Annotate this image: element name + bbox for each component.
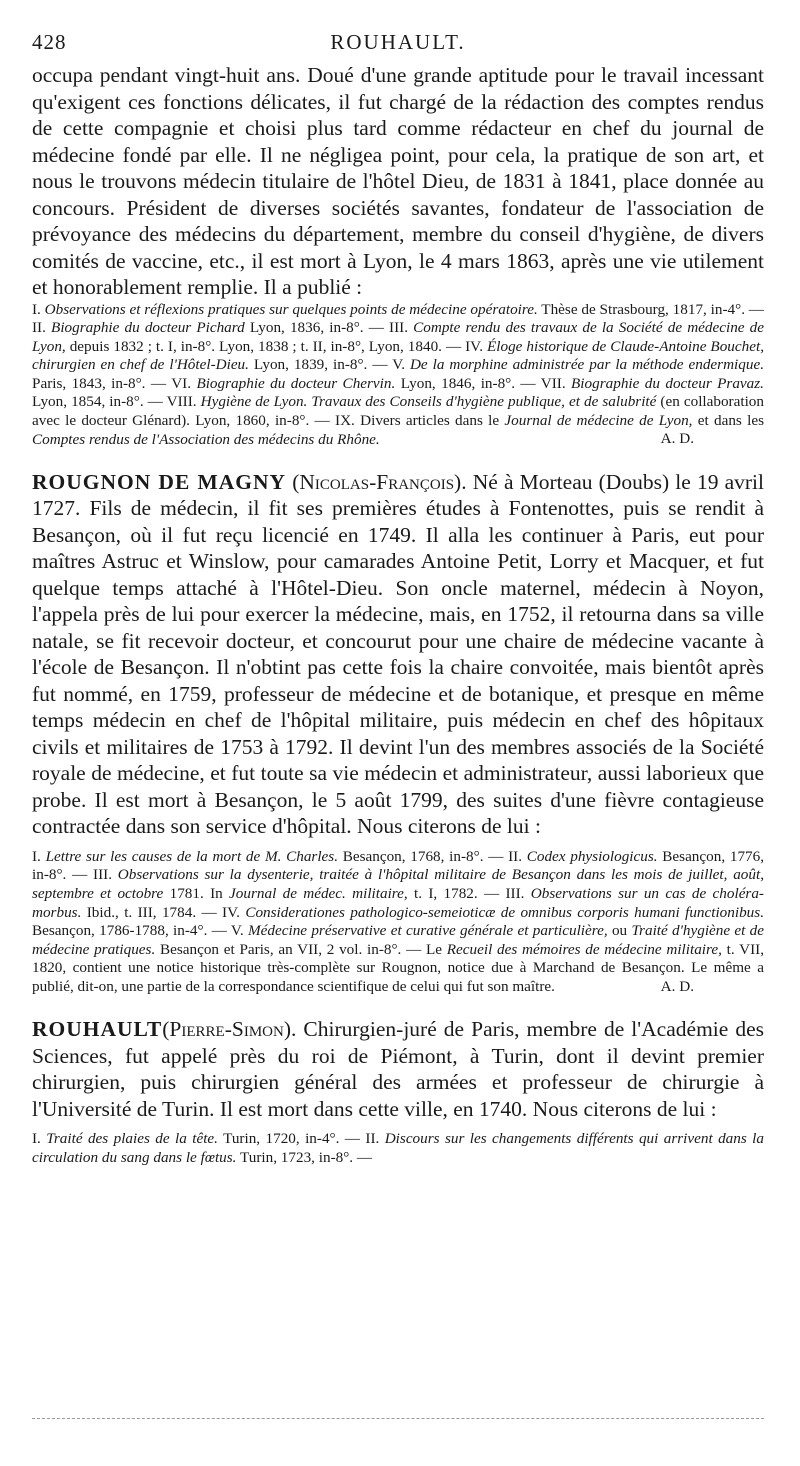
- signature: A. D.: [660, 430, 694, 448]
- title-segment: Biographie du docteur Pravaz.: [571, 374, 764, 392]
- text-segment: t. VII, 1820, contient une notice historique très-complète sur Rougnon, notice due à Marchand de Besançon. Le même a publié, dit-on, une partie de la correspondance scientifique de celui qui fut son maître.: [32, 940, 765, 995]
- text-segment: depuis 1832 ; t. I, in-8°. Lyon, 1838 ; t. II, in-8°, Lyon, 1840. — IV.: [65, 337, 487, 355]
- entry-forename: (Nicolas-François).: [292, 469, 467, 494]
- title-segment: Journal de médecine de Lyon,: [504, 412, 693, 430]
- page-number: 428: [32, 30, 67, 54]
- title-segment: Biographie du docteur Pichard: [51, 319, 245, 337]
- text-segment: Thèse de Strasbourg, 1817, in-4°. — II.: [32, 300, 764, 337]
- page-header: [32, 30, 764, 60]
- title-segment: Recueil des mémoires de médecine militaire,: [446, 940, 722, 958]
- title-segment: Hygiène de Lyon. Travaux des Conseils d'hygiène publique, et de salubrité: [200, 393, 657, 411]
- text-segment: ou: [607, 922, 632, 940]
- text-segment: Besançon, 1786-1788, in-4°. — V.: [32, 922, 249, 940]
- bibliography-3: [32, 1130, 764, 1167]
- text-segment: Besançon et Paris, an VII, 2 vol. in-8°. — Le: [155, 940, 447, 958]
- text-segment: Lyon, 1839, in-8°. — V.: [248, 356, 410, 374]
- text-segment: (en collaboration avec le docteur Glénard). Lyon, 1860, in-8°. — IX. Divers articles dans le: [32, 393, 764, 430]
- entry-rouhault: [32, 1016, 764, 1122]
- entry-continued-text: occupa pendant vingt-huit ans. Doué d'une grande aptitude pour le travail incessant qu'exigent ces fonctions délicates, il fut chargé de la rédaction des comptes rendus de cette compagnie et choisi plus tard comme rédacteur en chef du journal de médecine fondé par elle. Il ne négligea point, pour cela, la pratique de son art, et nous le trouvons médecin titulaire de l'hôtel Dieu, de 1831 à 1841, place donnée au concours. Président de diverses sociétés savantes, fondateur de l'association de prévoyance des médecins du département, membre du conseil d'hygiène, de divers comités de vaccine, etc., il est mort à Lyon, le 4 mars 1863, après une vie utilement et honorablement remplie. Il a publié :: [32, 63, 764, 299]
- entry-rougnon: [32, 469, 764, 840]
- title-segment: Observations sur la dysenterie, traitée à l'hôpital militaire de Besançon dans les mois de juillet, août, septembre et octobre: [32, 866, 764, 903]
- entry-forename: (Pierre-Simon).: [162, 1017, 297, 1042]
- title-segment: Journal de médec. militaire,: [229, 885, 408, 903]
- text-segment: Paris, 1843, in-8°. — VI.: [32, 374, 197, 392]
- bottom-rule: [32, 1418, 764, 1419]
- text-segment: I.: [32, 847, 46, 865]
- text-segment: Lyon, 1846, in-8°. — VII.: [395, 374, 572, 392]
- title-segment: Traité d'hygiène et de médecine pratiques.: [32, 922, 765, 958]
- title-segment: Considerationes pathologico-semeioticæ de omnibus corporis humani functionibus.: [245, 903, 764, 921]
- title-segment: Biographie du docteur Chervin.: [196, 374, 396, 392]
- title-segment: Compte rendu des travaux de la Société de médecine de Lyon,: [32, 319, 764, 355]
- text-segment: t. I, 1782. — III.: [407, 885, 531, 903]
- text-segment: Besançon, 1776, in-8°. — III.: [32, 847, 765, 884]
- entry-text: Né à Morteau (Doubs) le 19 avril 1727. Fils de médecin, il fit ses premières études à Fontenottes, puis se rendit à Besançon, où il fut reçu licencié en 1749. Il alla les continuer à Paris, eut pour maîtres Astruc et Winslow, pour camarades Antoine Petit, Lorry et Macquer, et fut quelque temps attaché à l'Hôtel-Dieu. Son oncle maternel, médecin à Noyon, l'appela près de lui pour exercer la médecine, mais, en 1752, il retourna dans sa ville natale, se fit recevoir docteur, et concourut pour une chaire de médecine vacante à l'école de Besançon. Il n'obtint pas cette fois la chaire convoitée, mais bientôt après fut nommé, en 1759, professeur de médecine et de botanique, et presque en même temps médecin en chef de l'hôpital militaire, puis médecin en chef des hôpitaux civils et militaires de 1753 à 1792. Il devint l'un des membres associés de la Société royale de médecine, et fut toute sa vie médecin et administrateur, aussi laborieux que probe. Il est mort à Besançon, le 5 août 1799, des suites d'une fièvre contagieuse contractée dans son service d'hôpital. Nous citerons de lui :: [32, 469, 764, 839]
- text-segment: Lyon, 1836, in-8°. — III.: [244, 319, 414, 337]
- text-segment: I.: [32, 300, 45, 318]
- text-segment: I.: [32, 1130, 47, 1148]
- text-segment: Turin, 1720, in-4°. — II.: [217, 1130, 385, 1148]
- text-segment: Besançon, 1768, in-8°. — II.: [338, 847, 527, 865]
- text-segment: 1781. In: [163, 885, 230, 903]
- entry-headword: ROUHAULT: [32, 1017, 163, 1042]
- text-segment: et dans les: [692, 412, 764, 430]
- text-segment: Ibid., t. III, 1784. — IV.: [81, 903, 246, 921]
- title-segment: De la morphine administrée par la méthode endermique.: [409, 356, 764, 374]
- title-segment: Observations sur un cas de choléra-morbus.: [32, 885, 764, 921]
- entry-headword: ROUGNON DE MAGNY: [32, 469, 287, 494]
- title-segment: Observations et réflexions pratiques sur quelques points de médecine opératoire.: [44, 300, 538, 318]
- page-body: [32, 62, 764, 1167]
- text-segment: Turin, 1723, in-8°. —: [236, 1148, 373, 1166]
- title-segment: Éloge historique de Claude-Antoine Bouchet, chirurgien en chef de l'Hôtel-Dieu.: [32, 337, 764, 374]
- title-segment: Médecine préservative et curative générale et particulière,: [248, 922, 608, 940]
- text-segment: Lyon, 1854, in-8°. — VIII.: [32, 393, 201, 411]
- signature: A. D.: [660, 977, 694, 995]
- title-segment: Codex physiologicus.: [526, 847, 658, 865]
- title-segment: Traité des plaies de la tête.: [46, 1130, 218, 1148]
- title-segment: Discours sur les changements différents qui arrivent dans la circulation du sang dans le fœtus.: [32, 1130, 764, 1166]
- entry-text: Chirurgien-juré de Paris, membre de l'Académie des Sciences, fut appelé près du roi de Piémont, à Turin, dont il devint premier chirurgien, puis chirurgien général des armées et professeur de chirurgie à l'Université de Turin. Il est mort dans cette ville, en 1740. Nous citerons de lui :: [32, 1017, 764, 1121]
- title-segment: Comptes rendus de l'Association des médecins du Rhône.: [32, 430, 380, 448]
- title-segment: Lettre sur les causes de la mort de M. Charles.: [45, 847, 338, 865]
- bibliography-1: [32, 301, 764, 450]
- bibliography-2: [32, 848, 764, 997]
- running-head: ROUHAULT.: [330, 30, 466, 54]
